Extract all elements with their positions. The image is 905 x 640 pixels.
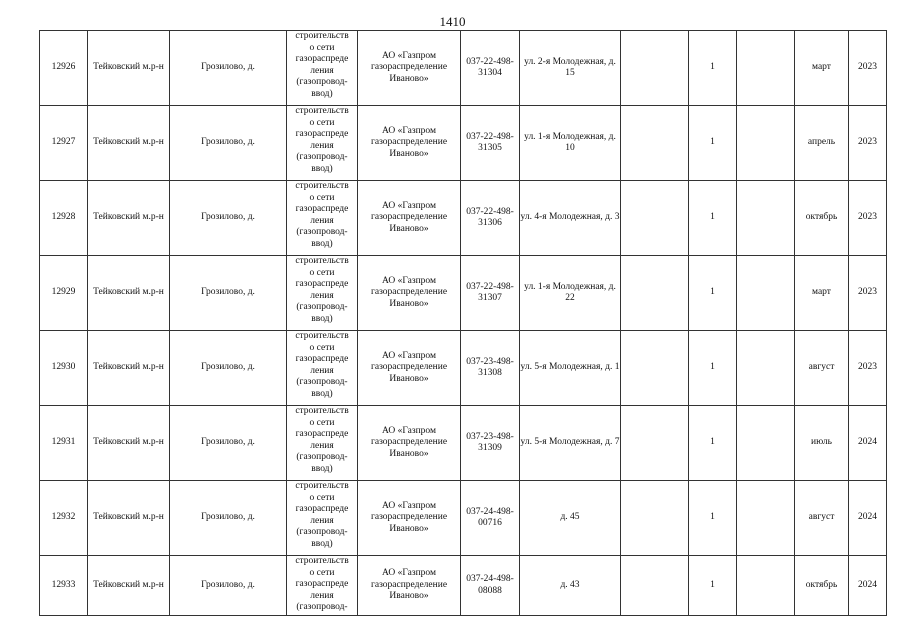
table-row [40, 556, 887, 616]
cell-address: ул. 4-я Молодежная, д. 3 [520, 181, 621, 256]
cell-year: 2023 [849, 256, 887, 331]
work-line: строительств [295, 331, 349, 341]
cell-year: 2023 [849, 331, 887, 406]
cell-address: ул. 5-я Молодежная, д. 7 [520, 406, 621, 481]
work-line: строительств [295, 481, 349, 491]
work-line: ввод) [311, 388, 333, 399]
work-line: газораспреде [295, 279, 349, 289]
cell-work [287, 106, 358, 181]
cell-code: 037-22-498-31307 [461, 256, 520, 331]
work-line: ввод) [311, 538, 333, 549]
cell-year: 2024 [849, 481, 887, 556]
work-line: ления [310, 440, 334, 451]
cell-org: АО «Газпром газораспределение Иваново» [358, 31, 461, 106]
cell-work [287, 556, 358, 616]
work-line: газораспреде [295, 204, 349, 214]
cell-empty1 [621, 331, 689, 406]
cell-org: АО «Газпром газораспределение Иваново» [358, 256, 461, 331]
cell-address: ул. 1-я Молодежная, д. 22 [520, 256, 621, 331]
work-line: газораспреде [295, 354, 349, 364]
cell-id: 12931 [40, 406, 88, 481]
table-body [40, 31, 887, 616]
work-line: (газопровод- [296, 227, 348, 237]
cell-work [287, 406, 358, 481]
work-line: о сети [309, 567, 335, 578]
cell-year: 2023 [849, 31, 887, 106]
cell-id: 12933 [40, 556, 88, 616]
cell-month: март [795, 31, 849, 106]
cell-locality: Грозилово, д. [170, 481, 287, 556]
work-line: (газопровод- [296, 452, 348, 462]
work-line: (газопровод- [296, 77, 348, 87]
work-line: газораспреде [295, 129, 349, 139]
cell-work [287, 31, 358, 106]
cell-empty1 [621, 31, 689, 106]
cell-empty1 [621, 256, 689, 331]
cell-district: Тейковский м.р-н [88, 181, 170, 256]
cell-year: 2024 [849, 406, 887, 481]
work-line: о сети [309, 42, 335, 53]
cell-empty1 [621, 406, 689, 481]
cell-locality: Грозилово, д. [170, 556, 287, 616]
cell-district: Тейковский м.р-н [88, 31, 170, 106]
table-row [40, 331, 887, 406]
cell-locality: Грозилово, д. [170, 256, 287, 331]
page-number: 1410 [439, 14, 466, 29]
cell-month: март [795, 256, 849, 331]
work-line: о сети [309, 192, 335, 203]
cell-month: август [795, 481, 849, 556]
cell-district: Тейковский м.р-н [88, 106, 170, 181]
cell-empty2 [737, 481, 795, 556]
cell-empty2 [737, 556, 795, 616]
work-line: газораспреде [295, 429, 349, 439]
cell-district: Тейковский м.р-н [88, 331, 170, 406]
cell-id: 12929 [40, 256, 88, 331]
cell-empty2 [737, 331, 795, 406]
cell-year: 2023 [849, 181, 887, 256]
work-line: ления [310, 140, 334, 151]
table-row [40, 481, 887, 556]
cell-org: АО «Газпром газораспределение Иваново» [358, 406, 461, 481]
cell-work [287, 256, 358, 331]
work-line: ления [310, 290, 334, 301]
cell-month: август [795, 331, 849, 406]
work-line: ввод) [311, 313, 333, 324]
cell-qty: 1 [689, 331, 737, 406]
cell-address: д. 45 [520, 481, 621, 556]
work-line: строительств [295, 256, 349, 266]
work-line: (газопровод- [296, 602, 348, 612]
work-line: строительств [295, 556, 349, 566]
cell-empty1 [621, 556, 689, 616]
cell-code: 037-23-498-31308 [461, 331, 520, 406]
work-line: ввод) [311, 163, 333, 174]
cell-empty2 [737, 106, 795, 181]
table-row [40, 181, 887, 256]
cell-id: 12926 [40, 31, 88, 106]
cell-address: ул. 1-я Молодежная, д. 10 [520, 106, 621, 181]
work-line: о сети [309, 492, 335, 503]
cell-code: 037-22-498-31306 [461, 181, 520, 256]
work-line: газораспреде [295, 504, 349, 514]
cell-empty2 [737, 181, 795, 256]
work-line: о сети [309, 417, 335, 428]
cell-qty: 1 [689, 106, 737, 181]
work-line: газораспреде [295, 579, 349, 589]
cell-qty: 1 [689, 31, 737, 106]
cell-org: АО «Газпром газораспределение Иваново» [358, 481, 461, 556]
cell-locality: Грозилово, д. [170, 31, 287, 106]
cell-org: АО «Газпром газораспределение Иваново» [358, 331, 461, 406]
cell-code: 037-24-498-00716 [461, 481, 520, 556]
cell-org: АО «Газпром газораспределение Иваново» [358, 556, 461, 616]
cell-qty: 1 [689, 556, 737, 616]
cell-code: 037-23-498-31309 [461, 406, 520, 481]
work-line: ления [310, 215, 334, 226]
cell-address: д. 43 [520, 556, 621, 616]
table-row [40, 406, 887, 481]
cell-work [287, 181, 358, 256]
cell-district: Тейковский м.р-н [88, 406, 170, 481]
work-line: ления [310, 365, 334, 376]
cell-year: 2024 [849, 556, 887, 616]
work-line: строительств [295, 181, 349, 191]
cell-id: 12927 [40, 106, 88, 181]
work-line: ления [310, 515, 334, 526]
cell-month: июль [795, 406, 849, 481]
work-line: о сети [309, 342, 335, 353]
cell-code: 037-22-498-31305 [461, 106, 520, 181]
work-line: ввод) [311, 88, 333, 99]
cell-month: апрель [795, 106, 849, 181]
cell-work [287, 331, 358, 406]
cell-empty1 [621, 481, 689, 556]
work-line: ввод) [311, 238, 333, 249]
work-line: (газопровод- [296, 152, 348, 162]
cell-qty: 1 [689, 256, 737, 331]
cell-qty: 1 [689, 181, 737, 256]
work-line: ления [310, 590, 334, 601]
cell-org: АО «Газпром газораспределение Иваново» [358, 181, 461, 256]
cell-code: 037-22-498-31304 [461, 31, 520, 106]
work-line: газораспреде [295, 54, 349, 64]
cell-empty2 [737, 406, 795, 481]
work-line: (газопровод- [296, 527, 348, 537]
cell-empty2 [737, 256, 795, 331]
cell-month: октябрь [795, 556, 849, 616]
table-row [40, 106, 887, 181]
cell-district: Тейковский м.р-н [88, 256, 170, 331]
cell-locality: Грозилово, д. [170, 181, 287, 256]
cell-org: АО «Газпром газораспределение Иваново» [358, 106, 461, 181]
work-line: строительств [295, 406, 349, 416]
work-line: ления [310, 65, 334, 76]
cell-month: октябрь [795, 181, 849, 256]
cell-qty: 1 [689, 481, 737, 556]
cell-address: ул. 2-я Молодежная, д. 15 [520, 31, 621, 106]
work-line: строительств [295, 31, 349, 41]
table-row [40, 31, 887, 106]
work-line: (газопровод- [296, 377, 348, 387]
cell-empty1 [621, 106, 689, 181]
cell-locality: Грозилово, д. [170, 106, 287, 181]
cell-id: 12930 [40, 331, 88, 406]
cell-id: 12928 [40, 181, 88, 256]
cell-code: 037-24-498-08088 [461, 556, 520, 616]
cell-district: Тейковский м.р-н [88, 556, 170, 616]
cell-empty1 [621, 181, 689, 256]
work-line: ввод) [311, 463, 333, 474]
registry-table [39, 30, 887, 616]
cell-address: ул. 5-я Молодежная, д. 1 [520, 331, 621, 406]
work-line: о сети [309, 117, 335, 128]
work-line: о сети [309, 267, 335, 278]
cell-district: Тейковский м.р-н [88, 481, 170, 556]
work-line: (газопровод- [296, 302, 348, 312]
cell-qty: 1 [689, 406, 737, 481]
cell-id: 12932 [40, 481, 88, 556]
cell-locality: Грозилово, д. [170, 331, 287, 406]
cell-empty2 [737, 31, 795, 106]
table-row [40, 256, 887, 331]
cell-work [287, 481, 358, 556]
work-line: строительств [295, 106, 349, 116]
cell-locality: Грозилово, д. [170, 406, 287, 481]
cell-year: 2023 [849, 106, 887, 181]
